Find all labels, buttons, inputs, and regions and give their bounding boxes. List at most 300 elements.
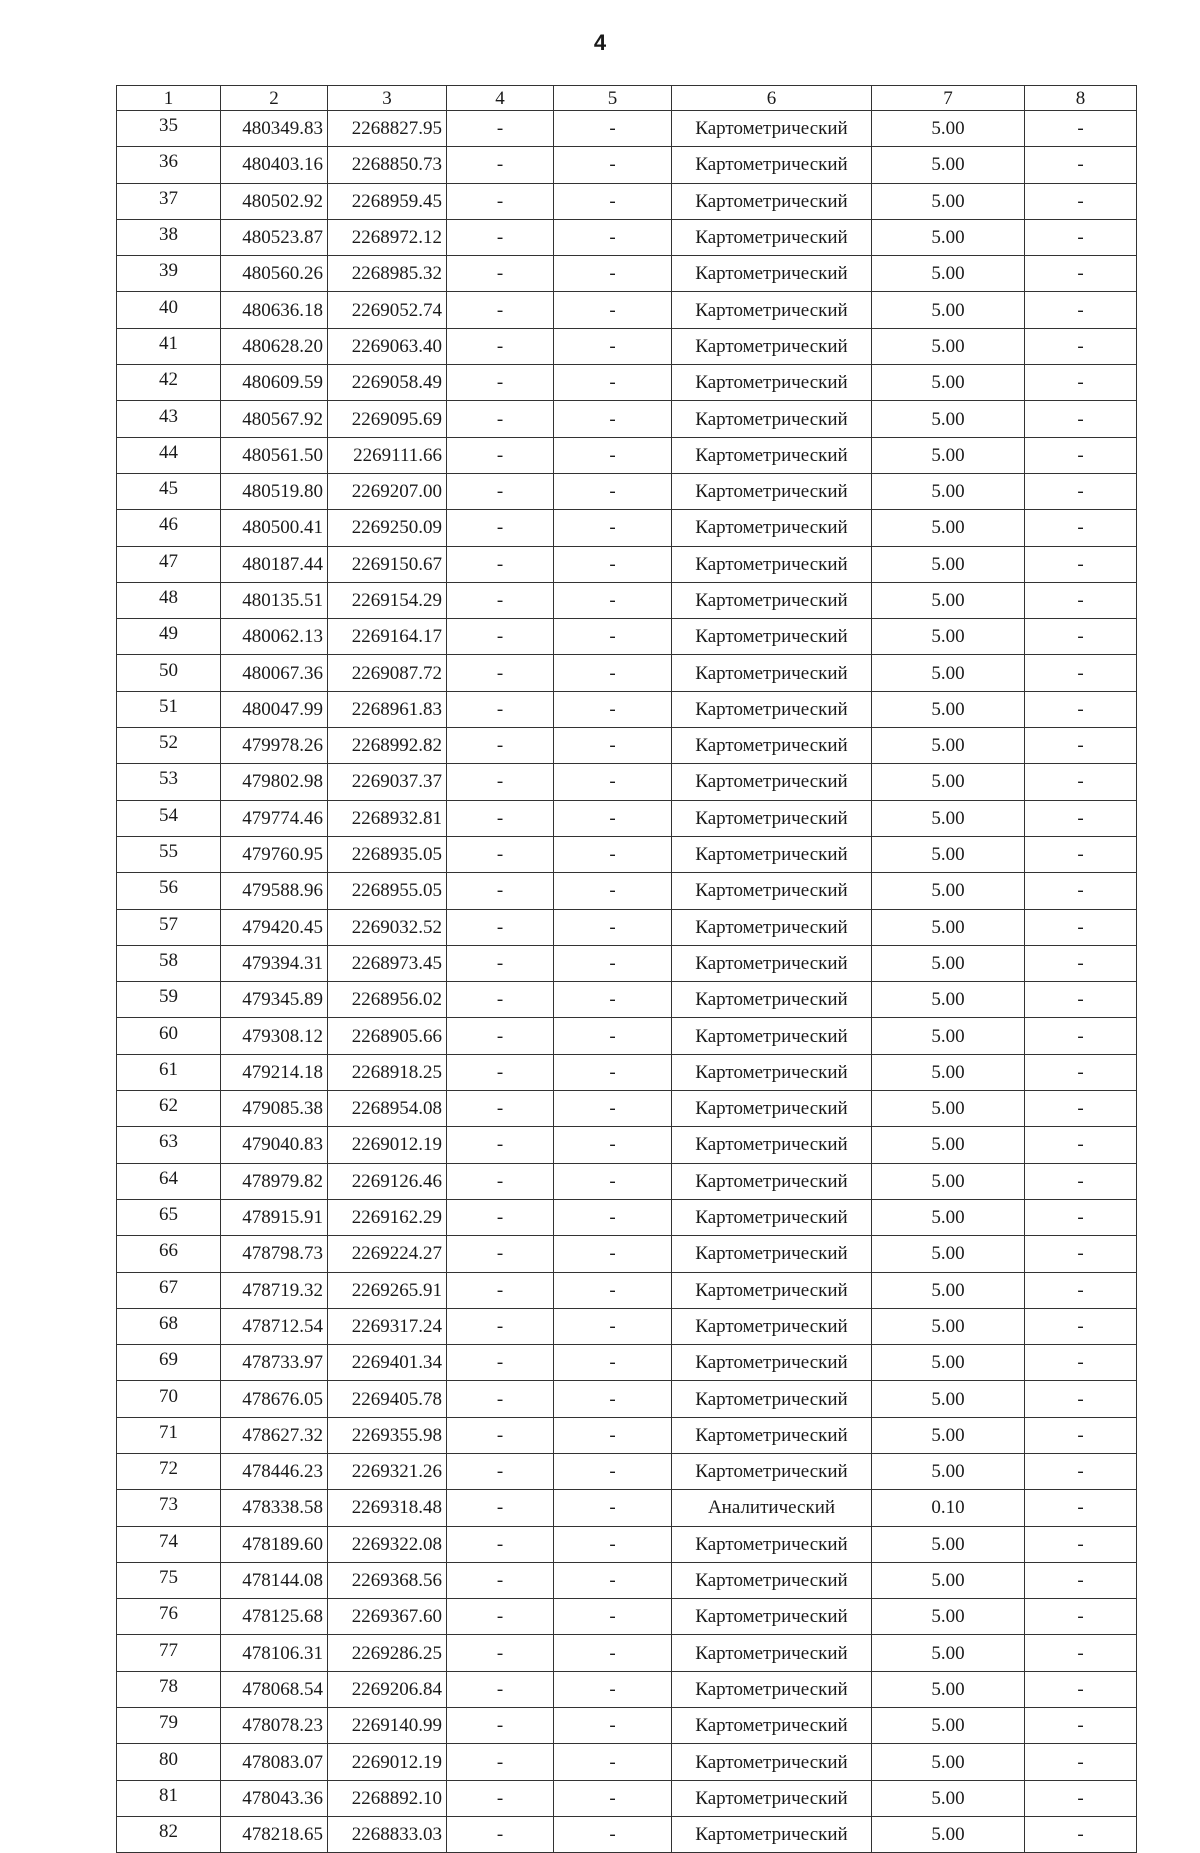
cell-col-5: - xyxy=(554,473,672,509)
cell-col-4: - xyxy=(447,1708,554,1744)
cell-coord-x: 478068.54 xyxy=(221,1671,328,1707)
cell-col-8: - xyxy=(1025,1453,1137,1489)
cell-col-8: - xyxy=(1025,1562,1137,1598)
cell-point-number: 75 xyxy=(117,1562,221,1598)
cell-point-number: 62 xyxy=(117,1091,221,1127)
cell-col-8: - xyxy=(1025,1199,1137,1235)
cell-coord-y: 2268985.32 xyxy=(328,256,447,292)
cell-accuracy: 5.00 xyxy=(872,365,1025,401)
cell-col-8: - xyxy=(1025,292,1137,328)
table-row xyxy=(117,909,1137,945)
cell-method: Картометрический xyxy=(672,1780,872,1816)
cell-coord-x: 480560.26 xyxy=(221,256,328,292)
cell-point-number: 37 xyxy=(117,183,221,219)
cell-coord-x: 480567.92 xyxy=(221,401,328,437)
table-row xyxy=(117,945,1137,981)
table-row xyxy=(117,1308,1137,1344)
cell-point-number: 49 xyxy=(117,619,221,655)
cell-coord-x: 478189.60 xyxy=(221,1526,328,1562)
cell-col-4: - xyxy=(447,292,554,328)
cell-coord-x: 478798.73 xyxy=(221,1236,328,1272)
cell-accuracy: 5.00 xyxy=(872,510,1025,546)
cell-method: Картометрический xyxy=(672,1272,872,1308)
cell-point-number: 35 xyxy=(117,111,221,147)
cell-point-number: 51 xyxy=(117,691,221,727)
cell-coord-y: 2268827.95 xyxy=(328,111,447,147)
cell-col-4: - xyxy=(447,328,554,364)
cell-method: Картометрический xyxy=(672,1199,872,1235)
cell-col-8: - xyxy=(1025,1780,1137,1816)
cell-coord-x: 480067.36 xyxy=(221,655,328,691)
cell-accuracy: 5.00 xyxy=(872,1054,1025,1090)
cell-point-number: 45 xyxy=(117,473,221,509)
cell-coord-x: 478712.54 xyxy=(221,1308,328,1344)
table-row xyxy=(117,1780,1137,1816)
cell-coord-x: 478338.58 xyxy=(221,1490,328,1526)
cell-col-4: - xyxy=(447,873,554,909)
cell-coord-y: 2269140.99 xyxy=(328,1708,447,1744)
cell-col-8: - xyxy=(1025,365,1137,401)
cell-method: Картометрический xyxy=(672,982,872,1018)
cell-col-8: - xyxy=(1025,473,1137,509)
cell-col-8: - xyxy=(1025,1671,1137,1707)
cell-coord-x: 479774.46 xyxy=(221,800,328,836)
cell-method: Аналитический xyxy=(672,1490,872,1526)
cell-point-number: 41 xyxy=(117,328,221,364)
cell-col-5: - xyxy=(554,982,672,1018)
cell-col-4: - xyxy=(447,219,554,255)
cell-col-4: - xyxy=(447,1091,554,1127)
cell-method: Картометрический xyxy=(672,437,872,473)
cell-point-number: 82 xyxy=(117,1816,221,1852)
cell-coord-x: 480047.99 xyxy=(221,691,328,727)
cell-method: Картометрический xyxy=(672,836,872,872)
cell-coord-y: 2269206.84 xyxy=(328,1671,447,1707)
table-row xyxy=(117,1453,1137,1489)
cell-accuracy: 5.00 xyxy=(872,800,1025,836)
table-body xyxy=(117,111,1137,1853)
table-row xyxy=(117,1054,1137,1090)
cell-col-4: - xyxy=(447,1199,554,1235)
cell-method: Картометрический xyxy=(672,1562,872,1598)
cell-col-4: - xyxy=(447,691,554,727)
cell-col-4: - xyxy=(447,1272,554,1308)
cell-col-4: - xyxy=(447,1526,554,1562)
cell-col-5: - xyxy=(554,1127,672,1163)
cell-accuracy: 5.00 xyxy=(872,1816,1025,1852)
cell-coord-x: 480502.92 xyxy=(221,183,328,219)
cell-col-4: - xyxy=(447,764,554,800)
cell-coord-x: 480500.41 xyxy=(221,510,328,546)
cell-point-number: 63 xyxy=(117,1127,221,1163)
column-header-4: 4 xyxy=(447,86,554,111)
cell-method: Картометрический xyxy=(672,728,872,764)
cell-col-4: - xyxy=(447,1635,554,1671)
cell-point-number: 55 xyxy=(117,836,221,872)
cell-method: Картометрический xyxy=(672,1018,872,1054)
cell-method: Картометрический xyxy=(672,219,872,255)
cell-coord-y: 2268955.05 xyxy=(328,873,447,909)
table-row xyxy=(117,1163,1137,1199)
cell-col-5: - xyxy=(554,1671,672,1707)
cell-coord-y: 2268956.02 xyxy=(328,982,447,1018)
cell-accuracy: 5.00 xyxy=(872,1780,1025,1816)
cell-point-number: 78 xyxy=(117,1671,221,1707)
cell-point-number: 48 xyxy=(117,582,221,618)
cell-coord-x: 479214.18 xyxy=(221,1054,328,1090)
cell-method: Картометрический xyxy=(672,546,872,582)
cell-col-4: - xyxy=(447,1127,554,1163)
cell-coord-y: 2269224.27 xyxy=(328,1236,447,1272)
cell-coord-x: 480135.51 xyxy=(221,582,328,618)
cell-col-5: - xyxy=(554,764,672,800)
cell-col-8: - xyxy=(1025,619,1137,655)
cell-method: Картометрический xyxy=(672,1744,872,1780)
table-row xyxy=(117,1671,1137,1707)
cell-col-4: - xyxy=(447,1236,554,1272)
cell-col-4: - xyxy=(447,1744,554,1780)
cell-col-4: - xyxy=(447,800,554,836)
cell-col-8: - xyxy=(1025,1054,1137,1090)
cell-col-5: - xyxy=(554,945,672,981)
table-row xyxy=(117,1490,1137,1526)
cell-col-8: - xyxy=(1025,764,1137,800)
cell-col-5: - xyxy=(554,1708,672,1744)
table-row xyxy=(117,800,1137,836)
cell-coord-x: 478733.97 xyxy=(221,1345,328,1381)
cell-col-4: - xyxy=(447,510,554,546)
cell-accuracy: 5.00 xyxy=(872,1526,1025,1562)
cell-col-4: - xyxy=(447,619,554,655)
cell-accuracy: 5.00 xyxy=(872,619,1025,655)
cell-point-number: 53 xyxy=(117,764,221,800)
cell-method: Картометрический xyxy=(672,1236,872,1272)
cell-col-8: - xyxy=(1025,1490,1137,1526)
cell-method: Картометрический xyxy=(672,1635,872,1671)
table-row xyxy=(117,1127,1137,1163)
cell-coord-x: 480609.59 xyxy=(221,365,328,401)
cell-coord-y: 2268850.73 xyxy=(328,147,447,183)
cell-accuracy: 5.00 xyxy=(872,1453,1025,1489)
cell-method: Картометрический xyxy=(672,147,872,183)
cell-col-5: - xyxy=(554,800,672,836)
cell-point-number: 70 xyxy=(117,1381,221,1417)
cell-point-number: 50 xyxy=(117,655,221,691)
cell-coord-y: 2268954.08 xyxy=(328,1091,447,1127)
cell-col-4: - xyxy=(447,836,554,872)
table-row xyxy=(117,256,1137,292)
cell-point-number: 39 xyxy=(117,256,221,292)
cell-col-5: - xyxy=(554,873,672,909)
cell-point-number: 77 xyxy=(117,1635,221,1671)
cell-method: Картометрический xyxy=(672,1345,872,1381)
cell-method: Картометрический xyxy=(672,1381,872,1417)
cell-col-5: - xyxy=(554,1054,672,1090)
cell-col-5: - xyxy=(554,1308,672,1344)
cell-coord-y: 2269012.19 xyxy=(328,1127,447,1163)
cell-point-number: 36 xyxy=(117,147,221,183)
cell-coord-y: 2268905.66 xyxy=(328,1018,447,1054)
cell-col-8: - xyxy=(1025,1526,1137,1562)
cell-col-8: - xyxy=(1025,1091,1137,1127)
cell-col-4: - xyxy=(447,582,554,618)
cell-coord-y: 2269111.66 xyxy=(328,437,447,473)
cell-method: Картометрический xyxy=(672,655,872,691)
cell-col-5: - xyxy=(554,909,672,945)
cell-col-5: - xyxy=(554,582,672,618)
cell-col-8: - xyxy=(1025,1381,1137,1417)
cell-coord-x: 479085.38 xyxy=(221,1091,328,1127)
cell-col-4: - xyxy=(447,1054,554,1090)
cell-coord-x: 478078.23 xyxy=(221,1708,328,1744)
cell-accuracy: 5.00 xyxy=(872,1272,1025,1308)
cell-coord-y: 2268932.81 xyxy=(328,800,447,836)
cell-col-4: - xyxy=(447,437,554,473)
cell-col-8: - xyxy=(1025,1236,1137,1272)
cell-col-5: - xyxy=(554,619,672,655)
column-header-5: 5 xyxy=(554,86,672,111)
table-row xyxy=(117,1417,1137,1453)
table-row xyxy=(117,1526,1137,1562)
cell-col-4: - xyxy=(447,1562,554,1598)
cell-col-4: - xyxy=(447,147,554,183)
cell-accuracy: 5.00 xyxy=(872,836,1025,872)
cell-coord-x: 478106.31 xyxy=(221,1635,328,1671)
cell-accuracy: 5.00 xyxy=(872,1744,1025,1780)
cell-coord-x: 480561.50 xyxy=(221,437,328,473)
cell-coord-x: 480187.44 xyxy=(221,546,328,582)
cell-col-4: - xyxy=(447,365,554,401)
column-header-1: 1 xyxy=(117,86,221,111)
cell-coord-x: 479345.89 xyxy=(221,982,328,1018)
cell-coord-x: 478979.82 xyxy=(221,1163,328,1199)
cell-col-5: - xyxy=(554,292,672,328)
table-row xyxy=(117,111,1137,147)
cell-accuracy: 5.00 xyxy=(872,1381,1025,1417)
table-row xyxy=(117,147,1137,183)
cell-coord-y: 2269063.40 xyxy=(328,328,447,364)
cell-accuracy: 5.00 xyxy=(872,655,1025,691)
cell-col-4: - xyxy=(447,909,554,945)
cell-point-number: 60 xyxy=(117,1018,221,1054)
cell-point-number: 65 xyxy=(117,1199,221,1235)
cell-accuracy: 5.00 xyxy=(872,1127,1025,1163)
cell-col-5: - xyxy=(554,328,672,364)
cell-coord-y: 2269318.48 xyxy=(328,1490,447,1526)
cell-col-4: - xyxy=(447,728,554,764)
cell-coord-y: 2269058.49 xyxy=(328,365,447,401)
cell-col-5: - xyxy=(554,1272,672,1308)
cell-col-5: - xyxy=(554,1163,672,1199)
cell-col-8: - xyxy=(1025,691,1137,727)
cell-coord-x: 478627.32 xyxy=(221,1417,328,1453)
cell-method: Картометрический xyxy=(672,1054,872,1090)
cell-accuracy: 5.00 xyxy=(872,401,1025,437)
cell-accuracy: 5.00 xyxy=(872,1671,1025,1707)
cell-col-8: - xyxy=(1025,256,1137,292)
cell-coord-x: 480523.87 xyxy=(221,219,328,255)
cell-coord-y: 2269265.91 xyxy=(328,1272,447,1308)
cell-col-5: - xyxy=(554,728,672,764)
cell-point-number: 44 xyxy=(117,437,221,473)
cell-method: Картометрический xyxy=(672,945,872,981)
cell-coord-y: 2269250.09 xyxy=(328,510,447,546)
table-row xyxy=(117,292,1137,328)
cell-point-number: 73 xyxy=(117,1490,221,1526)
table-row xyxy=(117,473,1137,509)
table-row xyxy=(117,1236,1137,1272)
cell-coord-x: 480636.18 xyxy=(221,292,328,328)
table-row xyxy=(117,1272,1137,1308)
cell-col-8: - xyxy=(1025,510,1137,546)
cell-accuracy: 5.00 xyxy=(872,1199,1025,1235)
cell-col-4: - xyxy=(447,1163,554,1199)
cell-col-5: - xyxy=(554,1417,672,1453)
cell-col-4: - xyxy=(447,546,554,582)
cell-coord-x: 478144.08 xyxy=(221,1562,328,1598)
cell-col-8: - xyxy=(1025,982,1137,1018)
cell-coord-x: 479420.45 xyxy=(221,909,328,945)
cell-method: Картометрический xyxy=(672,1453,872,1489)
cell-col-4: - xyxy=(447,1780,554,1816)
cell-coord-y: 2269317.24 xyxy=(328,1308,447,1344)
cell-coord-x: 479588.96 xyxy=(221,873,328,909)
cell-col-4: - xyxy=(447,1345,554,1381)
cell-method: Картометрический xyxy=(672,1816,872,1852)
cell-coord-y: 2269367.60 xyxy=(328,1599,447,1635)
cell-accuracy: 5.00 xyxy=(872,909,1025,945)
cell-accuracy: 5.00 xyxy=(872,1308,1025,1344)
cell-coord-y: 2269037.37 xyxy=(328,764,447,800)
table-row xyxy=(117,1199,1137,1235)
cell-col-8: - xyxy=(1025,582,1137,618)
cell-col-8: - xyxy=(1025,1417,1137,1453)
cell-coord-x: 478446.23 xyxy=(221,1453,328,1489)
cell-col-8: - xyxy=(1025,1635,1137,1671)
cell-accuracy: 5.00 xyxy=(872,1018,1025,1054)
cell-method: Картометрический xyxy=(672,510,872,546)
cell-point-number: 40 xyxy=(117,292,221,328)
cell-coord-x: 479978.26 xyxy=(221,728,328,764)
cell-accuracy: 5.00 xyxy=(872,546,1025,582)
cell-point-number: 58 xyxy=(117,945,221,981)
cell-col-5: - xyxy=(554,1744,672,1780)
cell-col-8: - xyxy=(1025,401,1137,437)
table-row xyxy=(117,728,1137,764)
cell-coord-y: 2269162.29 xyxy=(328,1199,447,1235)
cell-col-5: - xyxy=(554,510,672,546)
cell-coord-y: 2269095.69 xyxy=(328,401,447,437)
cell-method: Картометрический xyxy=(672,1163,872,1199)
cell-coord-x: 480403.16 xyxy=(221,147,328,183)
cell-method: Картометрический xyxy=(672,292,872,328)
cell-method: Картометрический xyxy=(672,183,872,219)
cell-col-8: - xyxy=(1025,219,1137,255)
table-row xyxy=(117,655,1137,691)
cell-accuracy: 5.00 xyxy=(872,437,1025,473)
cell-coord-y: 2268935.05 xyxy=(328,836,447,872)
cell-point-number: 56 xyxy=(117,873,221,909)
cell-coord-x: 478218.65 xyxy=(221,1816,328,1852)
coordinates-table xyxy=(116,85,1137,1853)
cell-coord-x: 479394.31 xyxy=(221,945,328,981)
cell-coord-y: 2269321.26 xyxy=(328,1453,447,1489)
cell-point-number: 79 xyxy=(117,1708,221,1744)
cell-point-number: 61 xyxy=(117,1054,221,1090)
cell-col-5: - xyxy=(554,401,672,437)
cell-method: Картометрический xyxy=(672,473,872,509)
cell-accuracy: 5.00 xyxy=(872,183,1025,219)
cell-accuracy: 5.00 xyxy=(872,1708,1025,1744)
page-number: 4 xyxy=(593,30,607,55)
cell-accuracy: 5.00 xyxy=(872,945,1025,981)
table-row xyxy=(117,691,1137,727)
cell-accuracy: 5.00 xyxy=(872,1091,1025,1127)
cell-method: Картометрический xyxy=(672,582,872,618)
cell-method: Картометрический xyxy=(672,111,872,147)
cell-col-5: - xyxy=(554,1091,672,1127)
cell-col-8: - xyxy=(1025,1018,1137,1054)
cell-coord-y: 2268959.45 xyxy=(328,183,447,219)
table-header-row xyxy=(117,86,1137,111)
cell-coord-y: 2269012.19 xyxy=(328,1744,447,1780)
table-row xyxy=(117,1744,1137,1780)
table-row xyxy=(117,1091,1137,1127)
cell-point-number: 81 xyxy=(117,1780,221,1816)
cell-method: Картометрический xyxy=(672,1308,872,1344)
cell-col-5: - xyxy=(554,1780,672,1816)
cell-accuracy: 5.00 xyxy=(872,256,1025,292)
cell-accuracy: 5.00 xyxy=(872,764,1025,800)
table-row xyxy=(117,1599,1137,1635)
cell-col-8: - xyxy=(1025,945,1137,981)
table-row xyxy=(117,982,1137,1018)
column-header-7: 7 xyxy=(872,86,1025,111)
cell-coord-y: 2268918.25 xyxy=(328,1054,447,1090)
cell-col-8: - xyxy=(1025,1744,1137,1780)
cell-col-8: - xyxy=(1025,1127,1137,1163)
cell-coord-y: 2268892.10 xyxy=(328,1780,447,1816)
cell-col-8: - xyxy=(1025,728,1137,764)
cell-col-8: - xyxy=(1025,183,1137,219)
cell-col-5: - xyxy=(554,1526,672,1562)
cell-coord-y: 2268992.82 xyxy=(328,728,447,764)
cell-col-4: - xyxy=(447,982,554,1018)
cell-col-4: - xyxy=(447,256,554,292)
cell-coord-y: 2269052.74 xyxy=(328,292,447,328)
cell-point-number: 76 xyxy=(117,1599,221,1635)
table-row xyxy=(117,365,1137,401)
cell-col-4: - xyxy=(447,111,554,147)
cell-method: Картометрический xyxy=(672,1708,872,1744)
cell-coord-x: 478043.36 xyxy=(221,1780,328,1816)
cell-method: Картометрический xyxy=(672,1091,872,1127)
cell-coord-x: 480519.80 xyxy=(221,473,328,509)
cell-col-8: - xyxy=(1025,111,1137,147)
cell-coord-x: 478676.05 xyxy=(221,1381,328,1417)
cell-point-number: 69 xyxy=(117,1345,221,1381)
cell-coord-y: 2269286.25 xyxy=(328,1635,447,1671)
cell-col-8: - xyxy=(1025,1708,1137,1744)
cell-coord-x: 479802.98 xyxy=(221,764,328,800)
cell-col-8: - xyxy=(1025,1308,1137,1344)
cell-point-number: 72 xyxy=(117,1453,221,1489)
cell-accuracy: 5.00 xyxy=(872,728,1025,764)
cell-coord-x: 478719.32 xyxy=(221,1272,328,1308)
cell-col-5: - xyxy=(554,256,672,292)
cell-col-4: - xyxy=(447,1599,554,1635)
cell-col-5: - xyxy=(554,365,672,401)
